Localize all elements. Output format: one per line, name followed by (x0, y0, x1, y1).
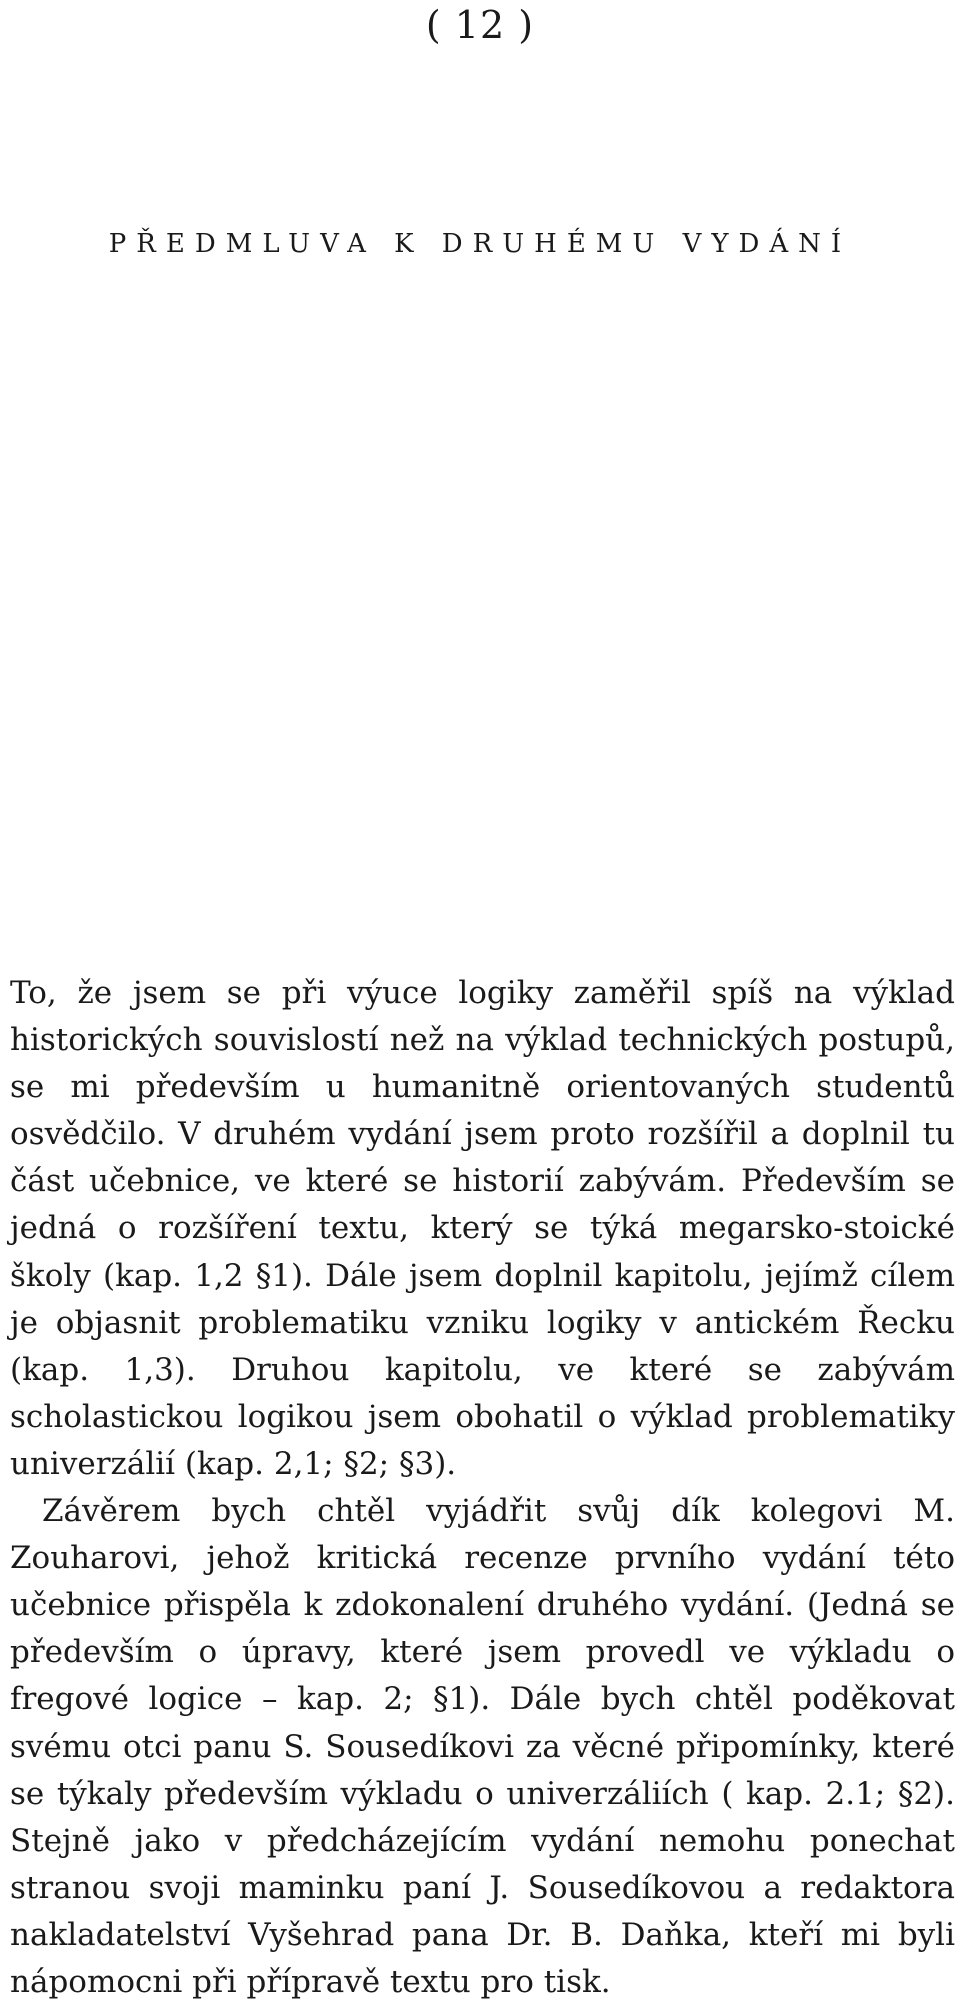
page-number: ( 12 ) (425, 3, 535, 47)
preface-heading: PŘEDMLUVA K DRUHÉMU VYDÁNÍ (108, 229, 852, 259)
paragraph-2: Závěrem bych chtěl vyjádřit svůj dík kolegovi M. Zouharovi, jehož kritická recenze prvního vydání této učebnice přispěla k zdokonalení druhého vydání. (Jedná se především o úpravy, které jsem provedl ve výkladu o fregové logice – kap. 2; §1). Dále bych chtěl poděkovat svému otci panu S. Sousedíkovi za věcné připomínky, které se týkaly především výkladu o univerzáliích ( kap. 2.1; §2). Stejně jako v předcházejícím vydání nemohu ponechat stranou svoji maminku paní J. Sousedíkovou a redaktora nakladatelství Vyšehrad pana Dr. B. Daňka, kteří mi byli nápomocni při přípravě textu pro tisk. (10, 1493, 955, 2000)
preface-body (10, 970, 955, 2006)
paragraph-1: To, že jsem se při výuce logiky zaměřil spíš na výklad historických souvislostí než na výklad technických postupů, se mi především u humanitně orientovaných studentů osvědčilo. V druhém vydání jsem proto rozšířil a doplnil tu část učebnice, ve které se historií zabývám. Především se jedná o rozšíření textu, který se týká megarsko-stoické školy (kap. 1,2 §1). Dále jsem doplnil kapitolu, jejímž cílem je objasnit problematiku vzniku logiky v antickém Řecku (kap. 1,3). Druhou kapitolu, ve které se zabývám scholastickou logikou jsem obohatil o výklad problematiky univerzálií (kap. 2,1; §2; §3). (10, 975, 955, 1482)
